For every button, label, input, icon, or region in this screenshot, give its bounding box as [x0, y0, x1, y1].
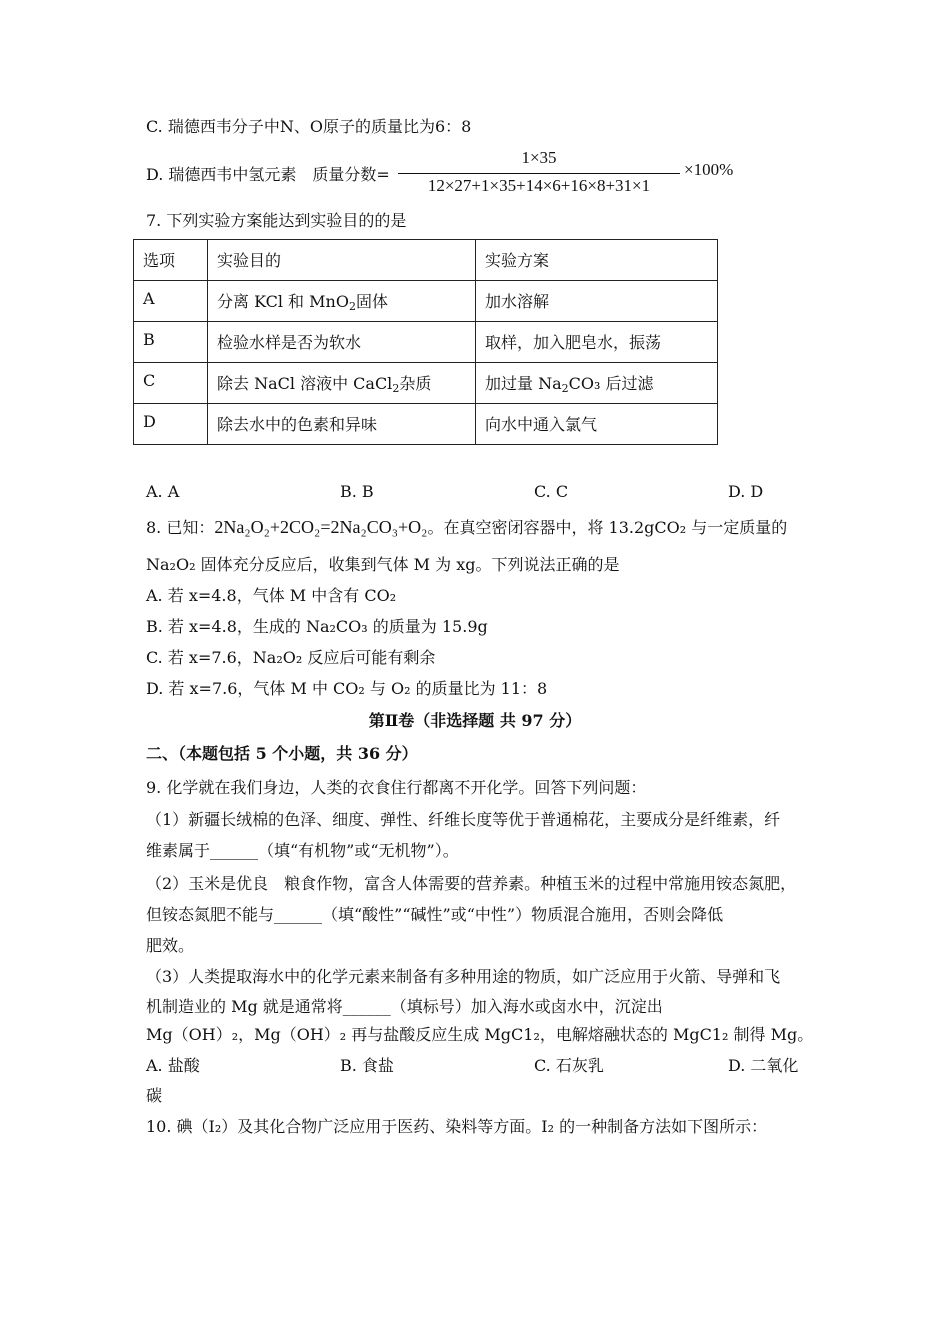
q8-stem-line2: Na₂O₂ 固体充分反应后，收集到气体 M 为 xg。下列说法正确的是 [146, 555, 620, 574]
formula-numerator: 1×35 [521, 148, 557, 167]
q7-table [133, 239, 718, 445]
table-header-row [134, 240, 718, 281]
fraction-bar [398, 173, 680, 174]
row-key: A [134, 281, 208, 322]
q9-option-d-wrap: 碳 [146, 1086, 163, 1105]
q9-part2-line1: （2）玉米是优良 粮食作物，富含人体需要的营养素。种植玉米的过程中常施用铵态氮肥， [146, 874, 797, 893]
q6-option-d-label: D. 瑞德西韦中氢元素 质量分数= [146, 165, 390, 184]
q9-part1-line2: 维素属于______（填“有机物”或“无机物”）。 [146, 841, 459, 860]
q8-option-b: B. 若 x=4.8，生成的 Na₂CO₃ 的质量为 15.9g [146, 617, 488, 636]
q8-stem-line1: 8. 已知：2Na₂O₂+2CO₂=2Na₂CO₃+O₂。在真空密闭容器中，将 13.2gCO₂ 与一定质量的 [146, 517, 788, 537]
q9-part1-line1: （1）新疆长绒棉的色泽、细度、弹性、纤维长度等优于普通棉花，主要成分是纤维素，纤 [146, 810, 781, 829]
q9-option-a: A. 盐酸 [146, 1056, 200, 1075]
row-purpose: 除去 NaCl 溶液中 CaCl$_2$杂质 [208, 363, 476, 404]
q9-part2-line2: 但铵态氮肥不能与______（填“酸性”“碱性”或“中性”）物质混合施用，否则会降低 [146, 905, 724, 924]
q9-part2-line3: 肥效。 [146, 936, 195, 955]
formula-percent: ×100% [684, 160, 734, 179]
q8-option-a: A. 若 x=4.8，气体 M 中含有 CO₂ [146, 586, 397, 605]
q9-option-b: B. 食盐 [340, 1056, 394, 1075]
q9-option-d: D. 二氧化 [728, 1056, 799, 1075]
q10-stem: 10. 碘（I₂）及其化合物广泛应用于医药、染料等方面。I₂ 的一种制备方法如下图所示： [146, 1117, 768, 1136]
q9-part3-line1: （3）人类提取海水中的化学元素来制备有多种用途的物质，如广泛应用于火箭、导弹和飞 [146, 967, 781, 986]
row-plan: 加水溶解 [476, 281, 718, 322]
q9-stem: 9. 化学就在我们身边，人类的衣食住行都离不开化学。回答下列问题： [146, 778, 647, 797]
row-purpose: 检验水样是否为软水 [208, 322, 476, 363]
table-row [134, 322, 718, 363]
q9-option-c: C. 石灰乳 [534, 1056, 604, 1075]
row-purpose: 分离 KCl 和 MnO$_2$固体 [208, 281, 476, 322]
row-key: C [134, 363, 208, 404]
table-row [134, 281, 718, 322]
q7-option-a: A. A [146, 482, 180, 501]
row-purpose: 除去水中的色素和异味 [208, 404, 476, 445]
row-plan: 加过量 $Na_2CO_3$ 后过滤 [476, 363, 718, 404]
q7-stem: 7. 下列实验方案能达到实验目的的是 [146, 211, 407, 230]
q8-equation: 2Na₂O₂+2CO₂=2Na₂CO₃+O₂ [214, 517, 428, 537]
part2-heading: 二、（本题包括 5 个小题，共 36 分） [146, 744, 418, 763]
q8-option-d: D. 若 x=7.6，气体 M 中 CO₂ 与 O₂ 的质量比为 11：8 [146, 679, 548, 698]
q6-option-c: C. 瑞德西韦分子中N、O原子的质量比为6：8 [146, 117, 472, 136]
header-plan: 实验方案 [476, 240, 718, 281]
row-key: D [134, 404, 208, 445]
row-plan: 向水中通入氯气 [476, 404, 718, 445]
q7-option-b: B. B [340, 482, 374, 501]
row-key: B [134, 322, 208, 363]
table-row [134, 404, 718, 445]
formula-denominator: 12×27+1×35+14×6+16×8+31×1 [427, 176, 651, 195]
row-plan: 取样，加入肥皂水，振荡 [476, 322, 718, 363]
table-row [134, 363, 718, 404]
q9-part3-line2: 机制造业的 Mg 就是通常将______（填标号）加入海水或卤水中，沉淀出 [146, 997, 663, 1016]
header-purpose: 实验目的 [208, 240, 476, 281]
q9-part3-line3: Mg（OH）₂，Mg（OH）₂ 再与盐酸反应生成 MgC1₂，电解熔融状态的 MgC1₂ 制得 Mg。 [146, 1025, 814, 1044]
section-title: 第Ⅱ卷（非选择题 共 97 分） [368, 711, 582, 730]
q7-option-c: C. C [534, 482, 569, 501]
header-option: 选项 [134, 240, 208, 281]
q8-option-c: C. 若 x=7.6，Na₂O₂ 反应后可能有剩余 [146, 648, 436, 667]
q7-option-d: D. D [728, 482, 764, 501]
